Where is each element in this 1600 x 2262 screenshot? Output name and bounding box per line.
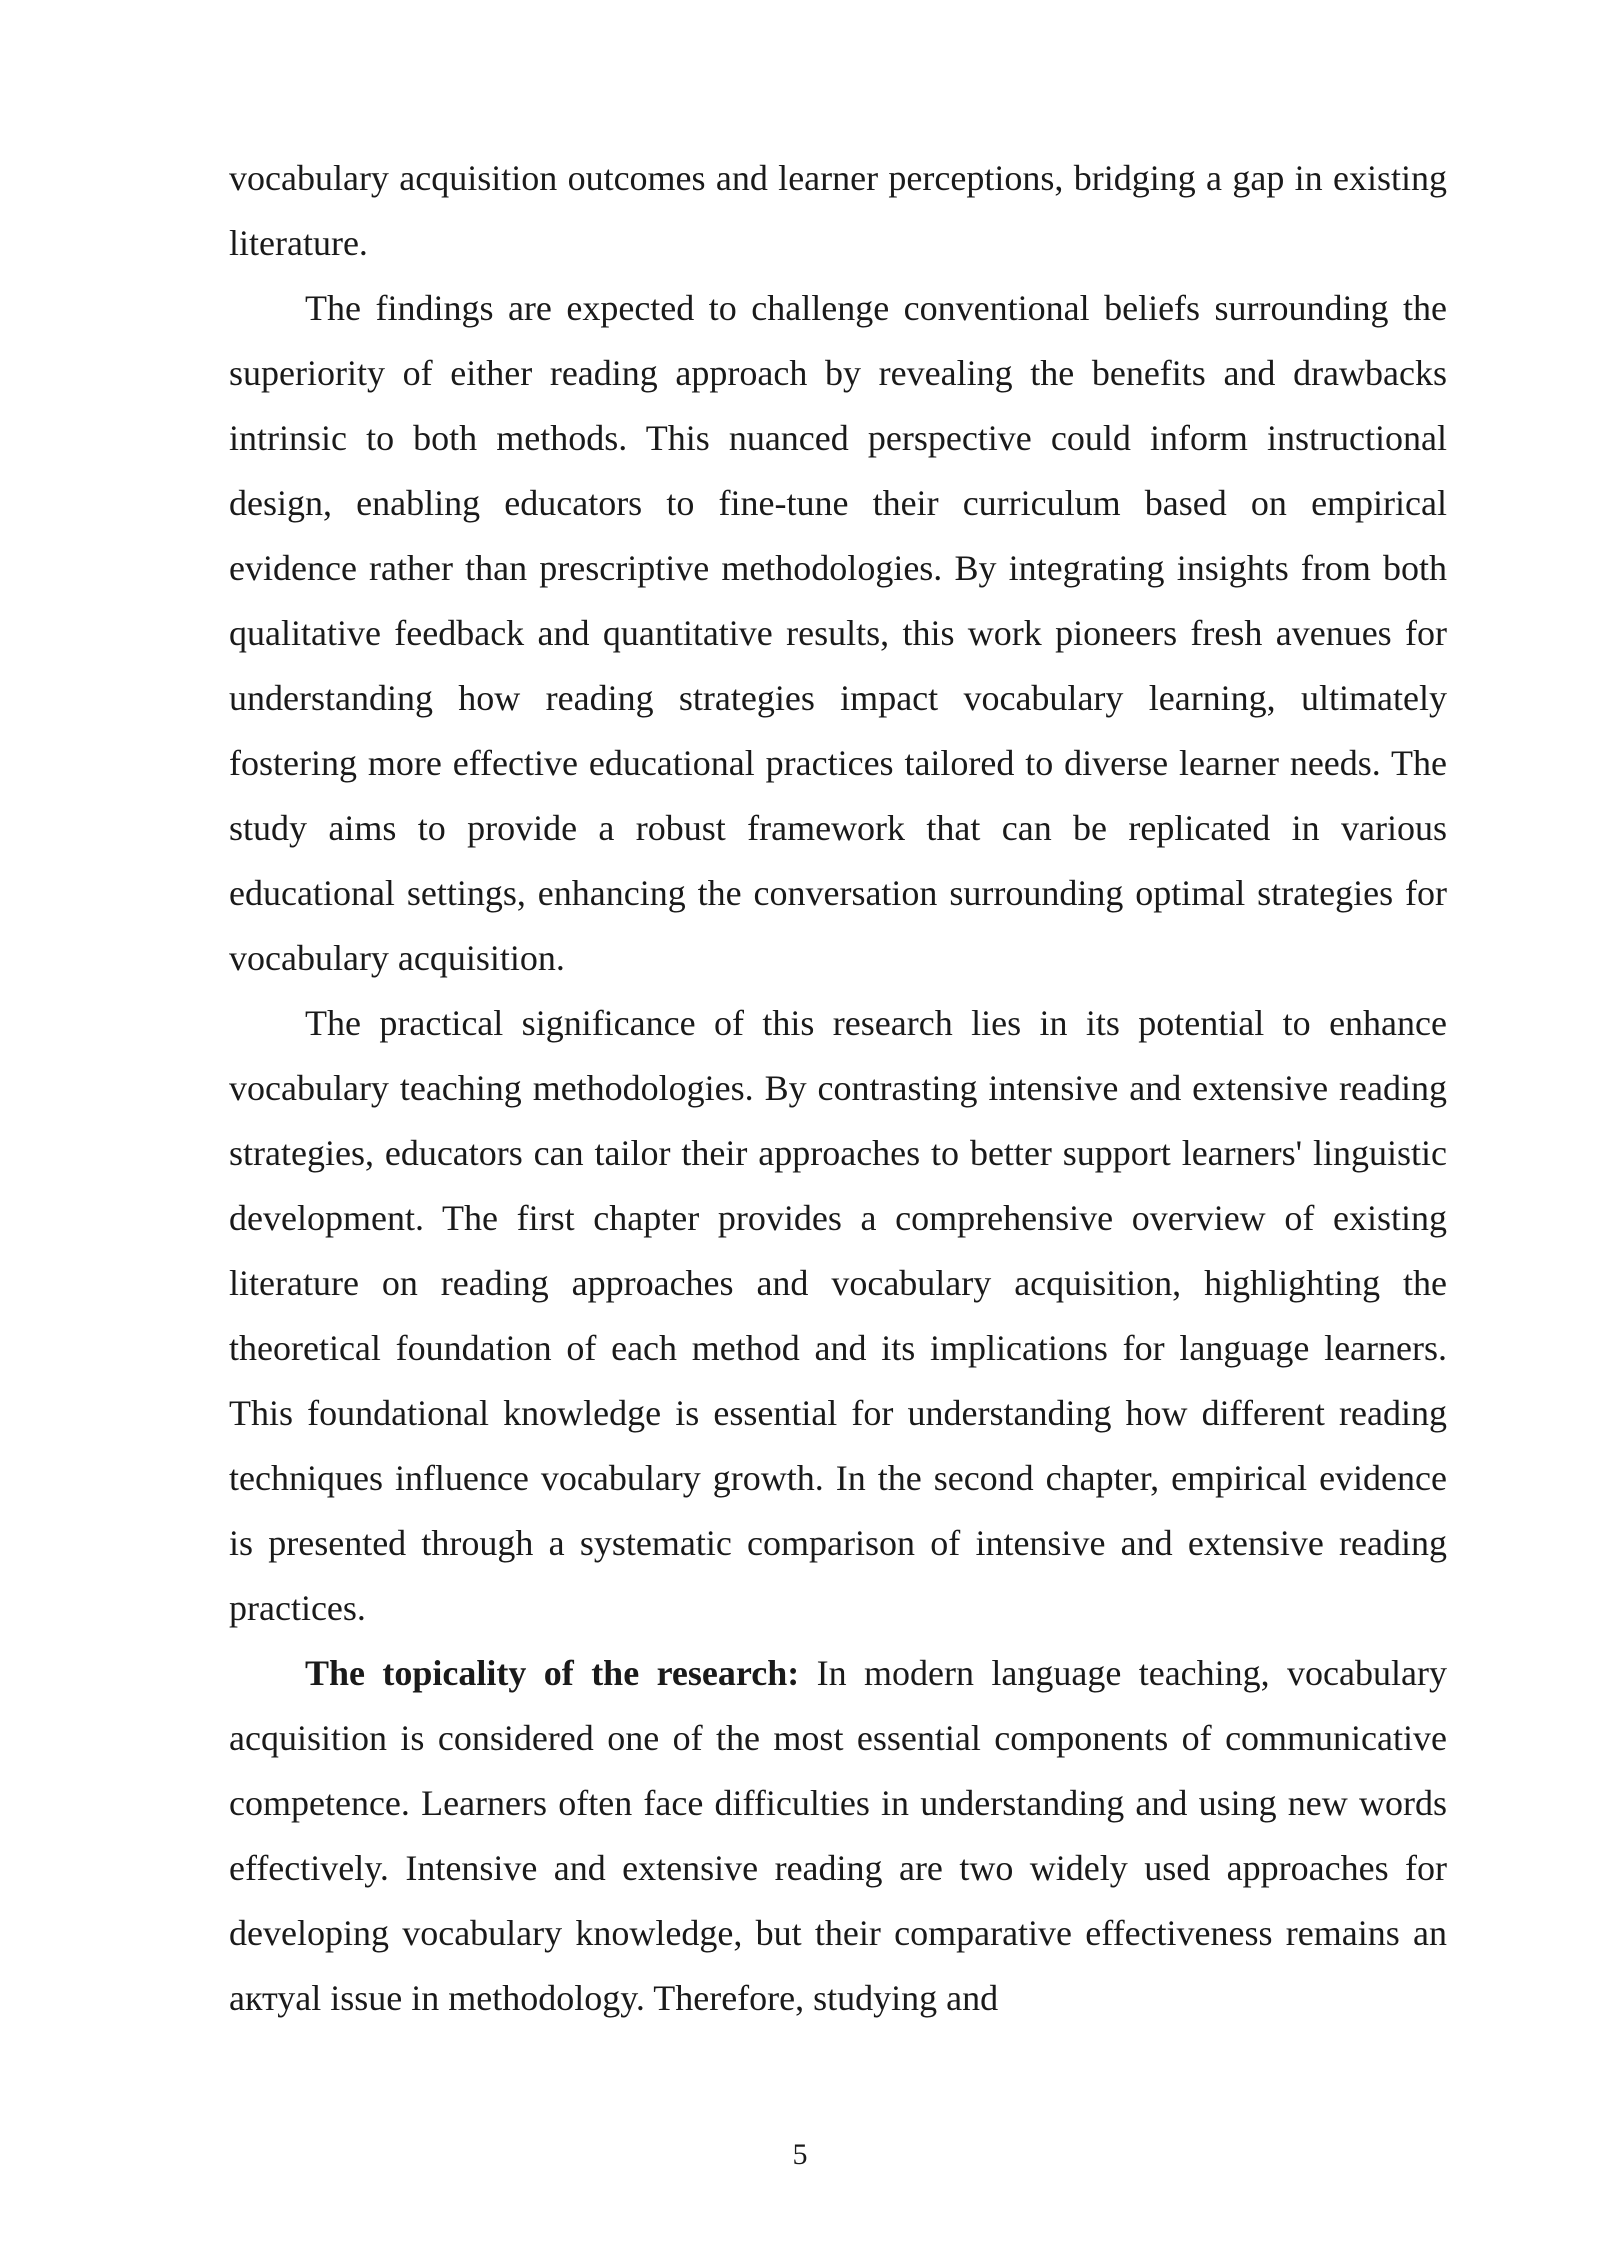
page-number: 5 xyxy=(792,2138,808,2171)
paragraph-text: The practical significance of this research lies in its potential to enhance vocabulary teaching methodologies. By contrasting intensive and extensive reading strategies, educators can tailor their approaches to better support learners' linguistic development. The first chapter provides a comprehensive overview of existing literature on reading approaches and vocabulary acquisition, highlighting the theoretical foundation of each method and its implications for language learners. This foundational knowledge is essential for understanding how different reading techniques influence vocabulary growth. In the second chapter, empirical evidence is presented through a systematic comparison of intensive and extensive reading practices. xyxy=(229,1003,1447,1628)
paragraph-topicality xyxy=(229,1641,1447,2031)
paragraph-text: In modern language teaching, vocabulary acquisition is considered one of the most essential components of communicative competence. Learners often face difficulties in understanding and using new words effectively. Intensive and extensive reading are two widely used approaches for developing vocabulary knowledge, but their comparative effectiveness remains an актуal issue in methodology. Therefore, studying and xyxy=(229,1653,1447,2018)
paragraph-practical-significance xyxy=(229,991,1447,1641)
paragraph-lead-heading: The topicality of the research: xyxy=(305,1653,800,1693)
paragraph-text: The findings are expected to challenge conventional beliefs surrounding the superiority of either reading approach by revealing the benefits and drawbacks intrinsic to both methods. This nuanced perspective could inform instructional design, enabling educators to fine-tune their curriculum based on empirical evidence rather than prescriptive methodologies. By integrating insights from both qualitative feedback and quantitative results, this work pioneers fresh avenues for understanding how reading strategies impact vocabulary learning, ultimately fostering more effective educational practices tailored to diverse learner needs. The study aims to provide a robust framework that can be replicated in various educational settings, enhancing the conversation surrounding optimal strategies for vocabulary acquisition. xyxy=(229,288,1447,978)
page-body xyxy=(229,146,1447,2031)
paragraph-continuation xyxy=(229,146,1447,276)
paragraph-text: vocabulary acquisition outcomes and learner perceptions, bridging a gap in existing literature. xyxy=(229,158,1447,263)
paragraph-findings xyxy=(229,276,1447,991)
